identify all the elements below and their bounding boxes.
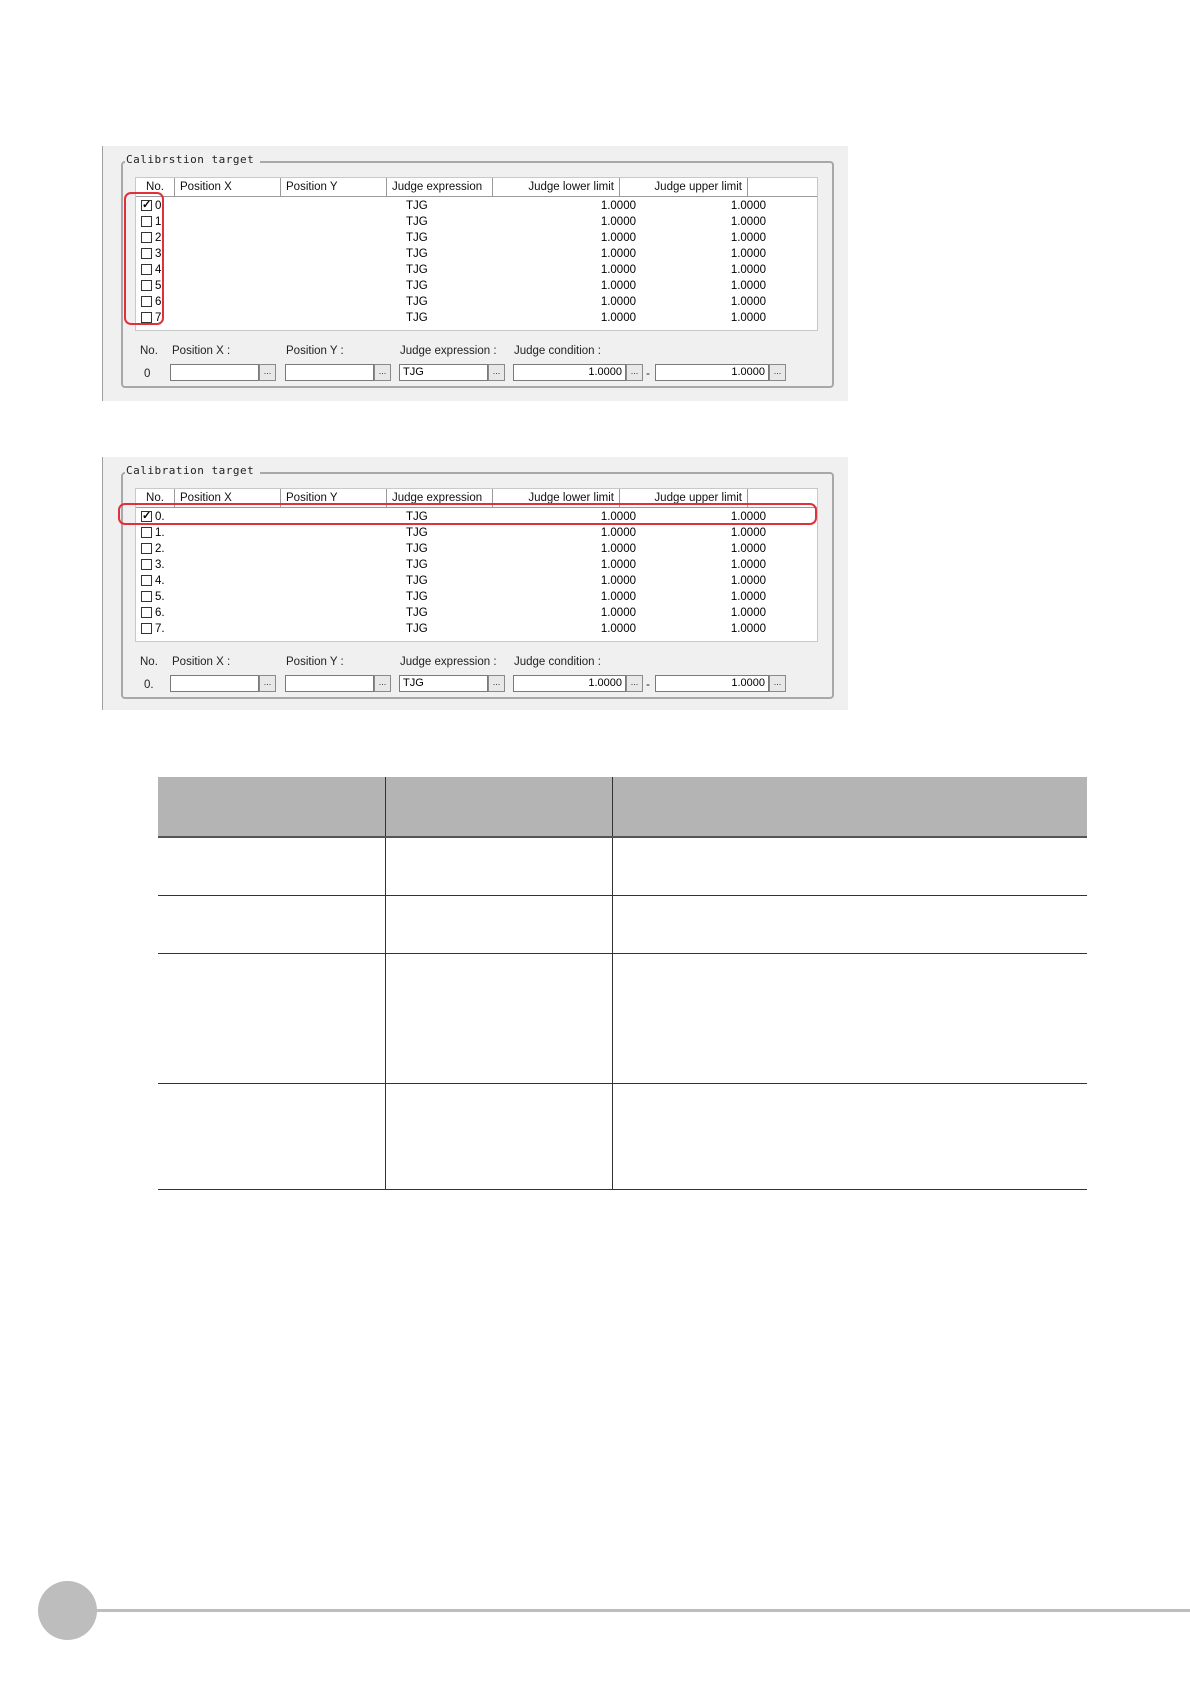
judge-expression-browse-button[interactable]: ... [488, 364, 505, 381]
no-label: No. [140, 656, 158, 668]
row-judge-lower-limit: 1.0000 [600, 591, 636, 603]
header-judge-expression[interactable]: Judge expression [387, 489, 493, 507]
calibration-target-group [121, 153, 834, 388]
condition-lower-browse-button[interactable]: ... [626, 364, 643, 381]
row-judge-upper-limit: 1.0000 [730, 280, 766, 292]
position-y-browse-button[interactable]: ... [374, 675, 391, 692]
judge-expression-browse-button[interactable]: ... [488, 675, 505, 692]
row-judge-lower-limit: 1.0000 [600, 575, 636, 587]
position-y-label: Position Y : [286, 345, 344, 357]
no-value: 0 [144, 368, 151, 380]
row-judge-expression: TJG [406, 216, 428, 228]
judge-expression-input[interactable]: TJG [399, 364, 488, 381]
table-row[interactable] [136, 262, 817, 278]
row-judge-expression: TJG [406, 623, 428, 635]
row-judge-expression: TJG [406, 264, 428, 276]
row-checkbox[interactable] [141, 575, 152, 586]
row-index: 7. [155, 312, 165, 324]
row-judge-expression: TJG [406, 527, 428, 539]
row-judge-upper-limit: 1.0000 [730, 543, 766, 555]
table-cell [158, 837, 385, 895]
header-judge-lower-limit[interactable]: Judge lower limit [493, 489, 620, 507]
no-value: 0. [144, 679, 154, 691]
position-x-input[interactable] [170, 675, 259, 692]
selected-row-highlight [118, 503, 817, 525]
position-x-label: Position X : [172, 345, 231, 357]
row-checkbox[interactable]: ✓ [142, 510, 152, 522]
row-judge-lower-limit: 1.0000 [600, 264, 636, 276]
judge-condition-label: Judge condition : [514, 345, 601, 357]
description-table [158, 777, 1087, 1190]
row-index: 2. [155, 232, 165, 244]
row-judge-upper-limit: 1.0000 [730, 264, 766, 276]
table-row[interactable] [136, 198, 817, 214]
row-judge-upper-limit: 1.0000 [730, 591, 766, 603]
row-index: 4. [155, 264, 165, 276]
table-row[interactable] [136, 246, 817, 262]
row-judge-lower-limit: 1.0000 [600, 296, 636, 308]
row-judge-upper-limit: 1.0000 [730, 296, 766, 308]
header-position-y[interactable]: Position Y [281, 489, 387, 507]
table-cell [158, 1083, 385, 1189]
judge-expression-input[interactable]: TJG [399, 675, 488, 692]
table-cell [612, 837, 1087, 895]
condition-upper-browse-button[interactable]: ... [769, 364, 786, 381]
row-judge-upper-limit: 1.0000 [730, 511, 766, 523]
row-judge-expression: TJG [406, 248, 428, 260]
row-index: 5. [155, 591, 165, 603]
row-checkbox[interactable] [141, 591, 152, 602]
row-judge-upper-limit: 1.0000 [730, 623, 766, 635]
row-judge-lower-limit: 1.0000 [600, 312, 636, 324]
row-judge-upper-limit: 1.0000 [730, 248, 766, 260]
table-row[interactable] [136, 525, 817, 541]
row-index: 6. [155, 607, 165, 619]
header-no[interactable]: No. [136, 178, 175, 196]
condition-lower-browse-button[interactable]: ... [626, 675, 643, 692]
table-row[interactable] [136, 230, 817, 246]
target-list [135, 177, 818, 331]
position-x-label: Position X : [172, 656, 231, 668]
table-header-row [158, 777, 1087, 837]
row-index: 7. [155, 623, 165, 635]
position-x-browse-button[interactable]: ... [259, 364, 276, 381]
table-row[interactable] [136, 621, 817, 637]
table-cell [385, 837, 612, 895]
row-judge-expression: TJG [406, 312, 428, 324]
header-position-x[interactable]: Position X [175, 489, 281, 507]
row-judge-lower-limit: 1.0000 [600, 607, 636, 619]
row-judge-lower-limit: 1.0000 [600, 543, 636, 555]
group-title: Calibration target [125, 464, 260, 477]
table-row [158, 1083, 1087, 1189]
footer-rule [95, 1609, 1190, 1612]
row-judge-lower-limit: 1.0000 [600, 200, 636, 212]
table-cell [385, 895, 612, 953]
condition-separator: - [646, 366, 650, 380]
header-no[interactable]: No. [136, 489, 175, 507]
row-judge-upper-limit: 1.0000 [730, 200, 766, 212]
row-judge-upper-limit: 1.0000 [730, 527, 766, 539]
header-position-x[interactable]: Position X [175, 178, 281, 196]
condition-lower-input[interactable]: 1.0000 [513, 364, 626, 381]
row-index: 2. [155, 543, 165, 555]
row-judge-upper-limit: 1.0000 [730, 607, 766, 619]
table-row [158, 953, 1087, 1083]
table-row[interactable] [136, 278, 817, 294]
table-cell [612, 953, 1087, 1083]
condition-lower-input[interactable]: 1.0000 [513, 675, 626, 692]
judge-expression-label: Judge expression : [400, 345, 497, 357]
condition-upper-browse-button[interactable]: ... [769, 675, 786, 692]
row-checkbox[interactable] [141, 607, 152, 618]
row-judge-upper-limit: 1.0000 [730, 575, 766, 587]
row-judge-lower-limit: 1.0000 [600, 527, 636, 539]
table-header-cell [385, 777, 612, 837]
row-judge-upper-limit: 1.0000 [730, 232, 766, 244]
condition-upper-input[interactable]: 1.0000 [655, 364, 769, 381]
row-judge-lower-limit: 1.0000 [600, 280, 636, 292]
page-number-badge [38, 1581, 97, 1640]
row-judge-expression: TJG [406, 607, 428, 619]
table-header-cell [158, 777, 385, 837]
row-index: 1. [155, 527, 165, 539]
row-judge-expression: TJG [406, 232, 428, 244]
row-judge-expression: TJG [406, 511, 428, 523]
table-row[interactable] [136, 214, 817, 230]
table-row[interactable] [136, 589, 817, 605]
row-judge-lower-limit: 1.0000 [600, 232, 636, 244]
position-y-input[interactable] [285, 675, 374, 692]
row-index: 0. [155, 200, 165, 212]
condition-separator: - [646, 677, 650, 691]
table-row[interactable] [136, 294, 817, 310]
condition-upper-input[interactable]: 1.0000 [655, 675, 769, 692]
row-checkbox[interactable] [141, 527, 152, 538]
row-checkbox[interactable] [141, 623, 152, 634]
table-cell [612, 895, 1087, 953]
table-row[interactable] [136, 605, 817, 621]
position-x-browse-button[interactable]: ... [259, 675, 276, 692]
row-checkbox[interactable] [141, 559, 152, 570]
row-index: 3. [155, 248, 165, 260]
table-row[interactable] [136, 573, 817, 589]
calibration-target-panel-2 [102, 457, 848, 710]
position-y-label: Position Y : [286, 656, 344, 668]
table-row [158, 895, 1087, 953]
row-index: 0. [155, 511, 165, 523]
table-row[interactable] [136, 541, 817, 557]
table-row[interactable] [136, 557, 817, 573]
row-judge-expression: TJG [406, 575, 428, 587]
row-judge-lower-limit: 1.0000 [600, 511, 636, 523]
group-title: Calibrstion target [125, 153, 260, 166]
row-judge-expression: TJG [406, 280, 428, 292]
table-cell [158, 895, 385, 953]
header-position-y[interactable]: Position Y [281, 178, 387, 196]
row-checkbox[interactable]: ✓ [142, 199, 152, 211]
row-judge-expression: TJG [406, 543, 428, 555]
table-cell [612, 1083, 1087, 1189]
checkbox-column-highlight [124, 192, 164, 325]
header-judge-upper-limit[interactable]: Judge upper limit [620, 489, 748, 507]
position-y-browse-button[interactable]: ... [374, 364, 391, 381]
row-judge-lower-limit: 1.0000 [600, 559, 636, 571]
row-checkbox[interactable] [141, 543, 152, 554]
row-judge-expression: TJG [406, 591, 428, 603]
judge-condition-label: Judge condition : [514, 656, 601, 668]
row-index: 5. [155, 280, 165, 292]
calibration-target-panel-1 [102, 146, 848, 401]
position-y-input[interactable] [285, 364, 374, 381]
row-judge-upper-limit: 1.0000 [730, 559, 766, 571]
row-judge-lower-limit: 1.0000 [600, 623, 636, 635]
table-row [158, 837, 1087, 895]
no-label: No. [140, 345, 158, 357]
row-judge-upper-limit: 1.0000 [730, 312, 766, 324]
table-cell [385, 1083, 612, 1189]
table-header-cell [612, 777, 1087, 837]
header-judge-lower-limit[interactable]: Judge lower limit [493, 178, 620, 196]
row-index: 6. [155, 296, 165, 308]
position-x-input[interactable] [170, 364, 259, 381]
row-index: 4. [155, 575, 165, 587]
row-judge-upper-limit: 1.0000 [730, 216, 766, 228]
table-cell [158, 953, 385, 1083]
header-judge-expression[interactable]: Judge expression [387, 178, 493, 196]
row-index: 3. [155, 559, 165, 571]
row-judge-expression: TJG [406, 559, 428, 571]
row-index: 1. [155, 216, 165, 228]
table-cell [385, 953, 612, 1083]
row-judge-lower-limit: 1.0000 [600, 248, 636, 260]
header-judge-upper-limit[interactable]: Judge upper limit [620, 178, 748, 196]
judge-expression-label: Judge expression : [400, 656, 497, 668]
row-judge-expression: TJG [406, 200, 428, 212]
row-judge-lower-limit: 1.0000 [600, 216, 636, 228]
table-row[interactable] [136, 310, 817, 326]
row-judge-expression: TJG [406, 296, 428, 308]
list-header [136, 178, 817, 197]
